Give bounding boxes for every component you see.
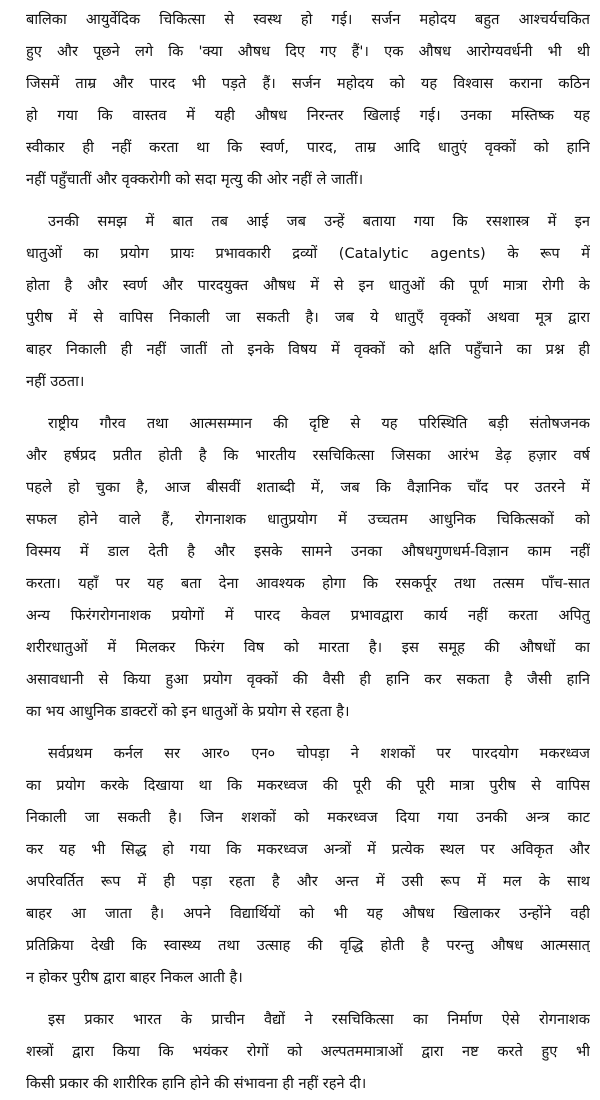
text-line: अन्य फिरंगरोगनाशक प्रयोगों में पारद केवल प्रभावद्वारा कार्य नहीं करता अपितु — [26, 607, 590, 624]
paragraph-gap — [26, 398, 590, 408]
text-line: बाहर आ जाता है। अपने विद्यार्थियों को भी यह औषध खिलाकर उन्होंने वही — [26, 905, 590, 922]
text-line: करता। यहाँ पर यह बता देना आवश्यक होगा कि रसकर्पूर तथा तत्सम पाँच-सात — [26, 575, 590, 592]
text-line: का भय आधुनिक डाक्टरों को इन धातुओं के प्रयोग से रहता है। — [26, 703, 350, 720]
text-line: जिसमें ताम्र और पारद भी पड़ते हैं। सर्जन महोदय को यह विश्वास कराना कठिन — [26, 75, 590, 92]
text-line: विस्मय में डाल देती है और इसके सामने उनका औषधगुणधर्म-विज्ञान काम नहीं — [26, 543, 590, 560]
text-line: सफल होने वाले हैं, रोगनाशक धातुप्रयोग में उच्चतम आधुनिक चिकित्सकों को — [26, 511, 590, 528]
text-line: शरीरधातुओं में मिलकर फिरंग विष को मारता है। इस समूह की औषधों का — [26, 639, 590, 656]
text-line: प्रतिक्रिया देखी कि स्वास्थ्य तथा उत्साह की वृद्धि होती है परन्तु औषध आत्मसात् — [26, 937, 590, 954]
paragraph-3 — [26, 408, 590, 728]
text-line: स्वीकार ही नहीं करता था कि स्वर्ण, पारद, ताम्र आदि धातुएं वृक्कों को हानि — [26, 139, 590, 156]
paragraph-5 — [26, 1004, 590, 1100]
paragraph-2 — [26, 206, 590, 398]
paragraph-gap — [26, 196, 590, 206]
text-line: निकाली जा सकती है। जिन शशकों को मकरध्वज दिया गया उनकी अन्त्र काट — [26, 809, 590, 826]
text-line: कर यह भी सिद्ध हो गया कि मकरध्वज अन्त्रों में प्रत्येक स्थल पर अविकृत और — [26, 841, 590, 858]
text-line: हो गया कि वास्तव में यही औषध निरन्तर खिलाई गई। उनका मस्तिष्क यह — [26, 107, 590, 124]
text-line: किसी प्रकार की शारीरिक हानि होने की संभावना ही नहीं रहने दी। — [26, 1075, 367, 1092]
text-line: शस्त्रों द्वारा किया कि भयंकर रोगों को अल्पतममात्राओं द्वारा नष्ट करते हुए भी — [26, 1043, 590, 1060]
text-line: धातुओं का प्रयोग प्रायः प्रभावकारी द्रव्यों (Catalytic agents) के रूप में — [26, 245, 590, 262]
text-line: नहीं उठता। — [26, 373, 85, 390]
text-line: और हर्षप्रद प्रतीत होती है कि भारतीय रसचिकित्सा जिसका आरंभ डेढ़ हज़ार वर्ष — [26, 447, 590, 464]
paragraph-1 — [26, 4, 590, 196]
text-line: का प्रयोग करके दिखाया था कि मकरध्वज की पूरी की पूरी मात्रा पुरीष से वापिस — [26, 777, 590, 794]
paragraph-gap — [26, 994, 590, 1004]
text-line: बाहर निकाली ही नहीं जातीं तो इनके विषय में वृक्कों को क्षति पहुँचाने का प्रश्न ही — [26, 341, 590, 358]
text-line: इस प्रकार भारत के प्राचीन वैद्यों ने रसचिकित्सा का निर्माण ऐसे रोगनाशक — [48, 1011, 590, 1028]
text-line: असावधानी से किया हुआ प्रयोग वृक्कों की वैसी ही हानि कर सकता है जैसी हानि — [26, 671, 590, 688]
text-line: सर्वप्रथम कर्नल सर आर० एन० चोपड़ा ने शशकों पर पारदयोग मकरध्वज — [48, 745, 590, 762]
text-line: बालिका आयुर्वेदिक चिकित्सा से स्वस्थ हो गई। सर्जन महोदय बहुत आश्चर्यचकित — [26, 11, 590, 28]
text-line: अपरिवर्तित रूप में ही पड़ा रहता है और अन्त में उसी रूप में मल के साथ — [26, 873, 590, 890]
paragraph-gap — [26, 728, 590, 738]
text-line: राष्ट्रीय गौरव तथा आत्मसम्मान की दृष्टि से यह परिस्थिति बड़ी संतोषजनक — [48, 415, 590, 432]
text-line: हुए और पूछने लगे कि 'क्या औषध दिए गए हैं'। एक औषध आरोग्यवर्धनी भी थी — [26, 43, 590, 60]
paragraph-4 — [26, 738, 590, 994]
text-line: नहीं पहुँचातीं और वृक्करोगी को सदा मृत्यु की ओर नहीं ले जातीं। — [26, 171, 364, 188]
text-line: उनकी समझ में बात तब आई जब उन्हें बताया गया कि रसशास्त्र में इन — [48, 213, 590, 230]
text-line: होता है और स्वर्ण और पारदयुक्त औषध में से इन धातुओं की पूर्ण मात्रा रोगी के — [26, 277, 590, 294]
text-line: न होकर पुरीष द्वारा बाहर निकल आती है। — [26, 969, 243, 986]
text-line: पहले हो चुका है, आज बीसवीं शताब्दी में, जब कि वैज्ञानिक चाँद पर उतरने में — [26, 479, 590, 496]
text-line: पुरीष में से वापिस निकाली जा सकती है। जब ये धातुएँ वृक्कों अथवा मूत्र द्वारा — [26, 309, 590, 326]
